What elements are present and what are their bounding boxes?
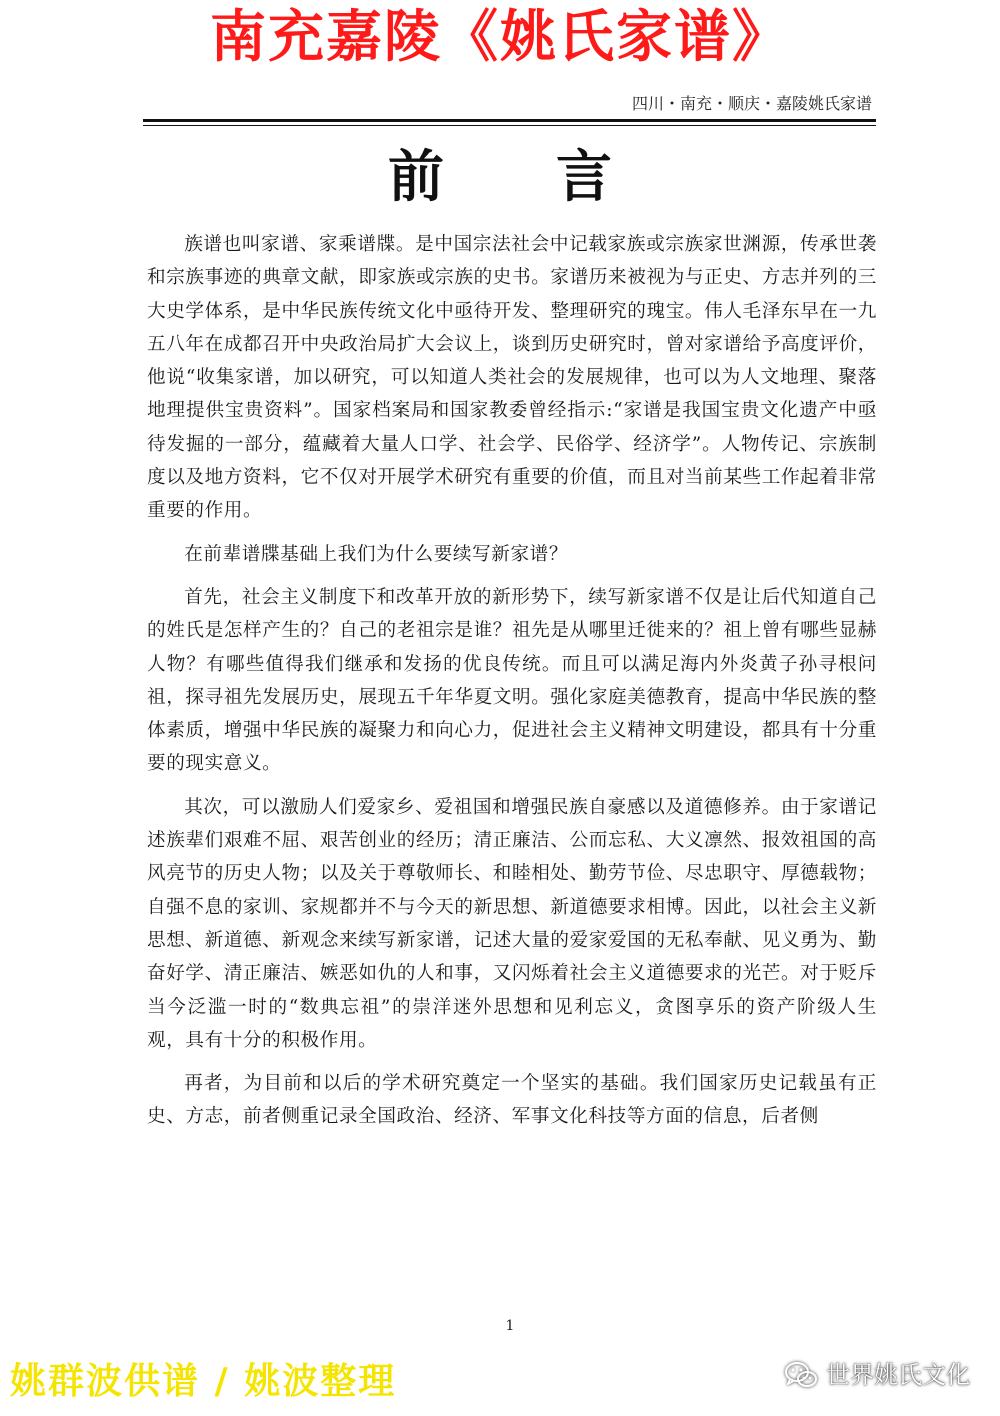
paragraph-third: 再者，为目前和以后的学术研究奠定一个坚实的基础。我们国家历史记载虽有正史、方志，前者侧重记录全国政治、经济、军事文化科技等方面的信息，后者侧 xyxy=(147,1073,877,1128)
header-caption: 四川・南充・顺庆・嘉陵姚氏家谱 xyxy=(631,94,872,113)
header-rule-thick xyxy=(143,119,876,122)
footer-credit: 姚群波供谱 / 姚波整理 xyxy=(10,1361,397,1402)
wechat-icon xyxy=(784,1360,818,1390)
paragraph-first: 首先，社会主义制度下和改革开放的新形势下，续写新家谱不仅是让后代知道自己的姓氏是怎样产生的？自己的老祖宗是谁？祖先是从哪里迁徙来的？祖上曾有哪些显赫人物？有哪些值得我们继承和发扬的优良传统。而且可以满足海内外炎黄子孙寻根问祖，探寻祖先发展历史，展现五千年华夏文明。强化家庭美德教育，提高中华民族的整体素质，增强中华民族的凝聚力和向心力，促进社会主义精神文明建设，都具有十分重要的现实意义。 xyxy=(147,586,877,775)
paragraph-second: 其次，可以激励人们爱家乡、爱祖国和增强民族自豪感以及道德修养。由于家谱记述族辈们艰难不屈、艰苦创业的经历；清正廉洁、公而忘私、大义凛然、报效祖国的高风亮节的历史人物；以及关于尊敬师长、和睦相处、勤劳节俭、尽忠职守、厚德载物；自强不息的家训、家规都并不与今天的新思想、新道德要求相博。因此，以社会主义新思想、新道德、新观念来续写新家谱，记述大量的爱家爱国的无私奉献、见义勇为、勤奋好学、清正廉洁、嫉恶如仇的人和事，又闪烁着社会主义道德要求的光芒。对于贬斥当今泛滥一时的“数典忘祖”的崇洋迷外思想和见利忘义，贪图享乐的资产阶级人生观，具有十分的积极作用。 xyxy=(147,796,877,1051)
paragraph-question: 在前辈谱牒基础上我们为什么要续写新家谱？ xyxy=(184,543,569,565)
document-title: 前 言 xyxy=(388,145,612,210)
watermark xyxy=(784,1358,970,1392)
paragraph-intro: 族谱也叫家谱、家乘谱牒。是中国宗法社会中记载家族或宗族家世渊源，传承世袭和宗族事迹的典章文献，即家族或宗族的史书。家谱历来被视为与正史、方志并列的三大史学体系，是中华民族传统文化中亟待开发、整理研究的瑰宝。伟人毛泽东早在一九五八年在成都召开中央政治局扩大会议上，谈到历史研究时，曾对家谱给予高度评价，他说“收集家谱，加以研究，可以知道人类社会的发展规律，也可以为人文地理、聚落地理提供宝贵资料”。国家档案局和国家教委曾经指示:“家谱是我国宝贵文化遗产中亟待发掘的一部分，蕴藏着大量人口学、社会学、民俗学、经济学”。人物传记、宗族制度以及地方资料，它不仅对开展学术研究有重要的价值，而且对当前某些工作起着非常重要的作用。 xyxy=(147,234,877,522)
watermark-text: 世界姚氏文化 xyxy=(826,1361,970,1389)
banner-title: 南充嘉陵《姚氏家谱》 xyxy=(210,5,790,70)
page-number: 1 xyxy=(505,1318,515,1334)
document-body xyxy=(147,228,877,1144)
header-rule-thin xyxy=(143,125,876,126)
